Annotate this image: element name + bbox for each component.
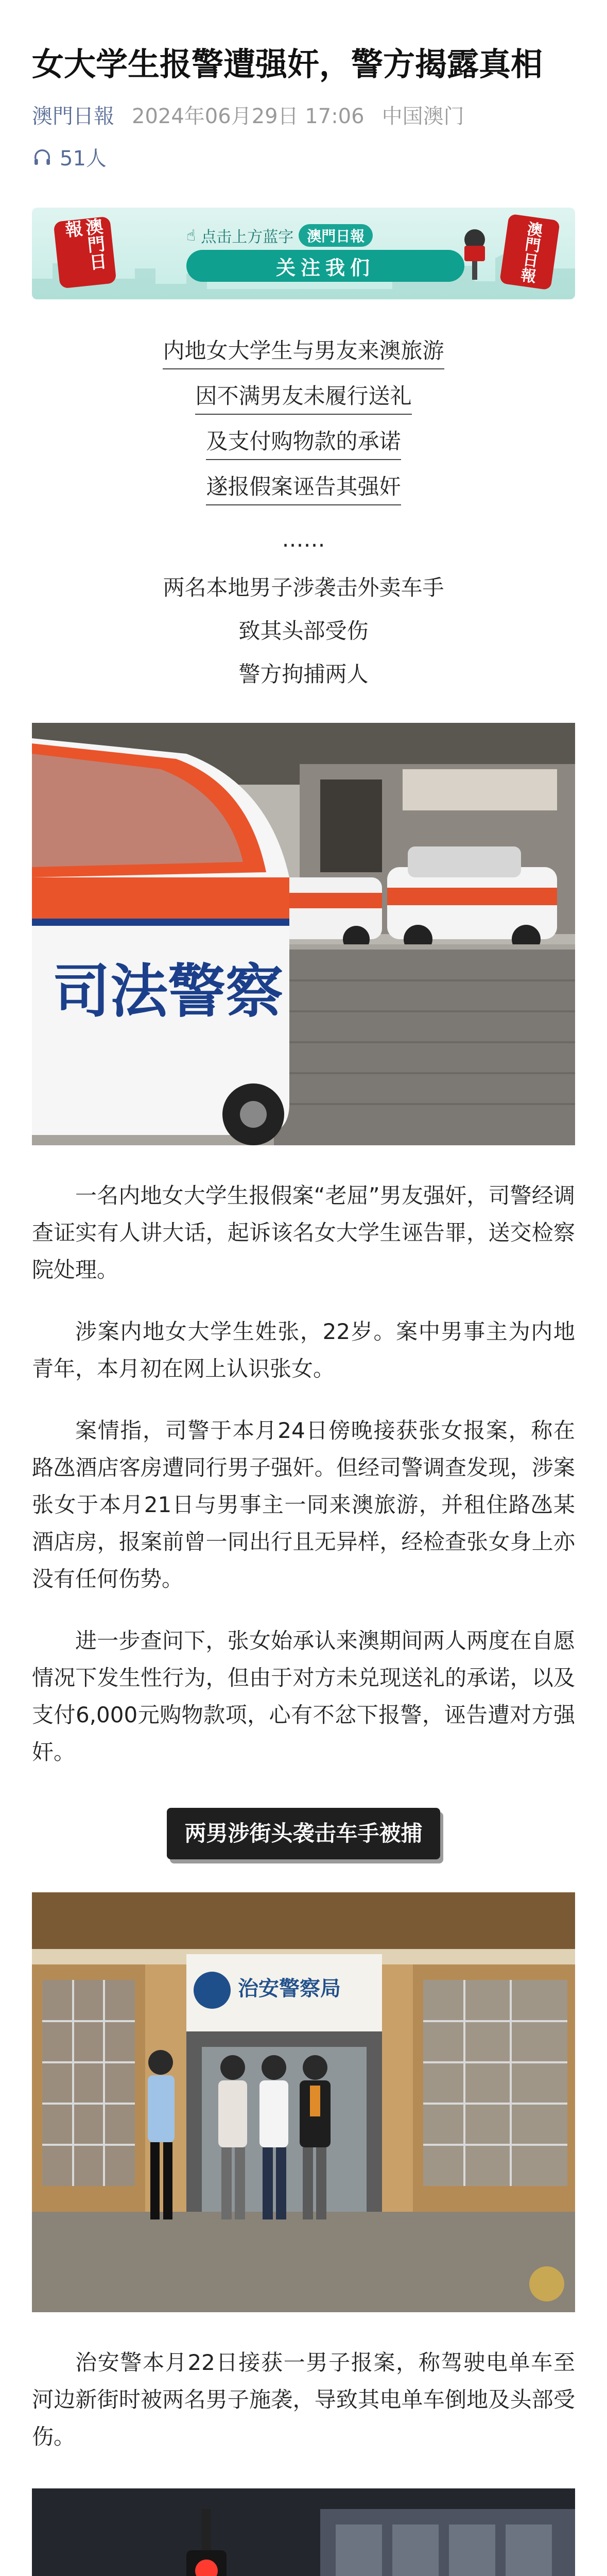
publish-location: 中国澳门: [381, 105, 464, 128]
body-paragraph: 涉案内地女大学生姓张，22岁。案中男事主为内地青年，本月初在网上认识张女。: [32, 1319, 575, 1381]
brand-logo-right: [499, 214, 560, 291]
brand-logo-left-text: 澳門日報: [61, 217, 108, 272]
brand-logo-right-text: 澳門日報: [516, 220, 544, 284]
body-paragraph: 案情指，司警于本月24日傍晚接获张女报案，称在路氹酒店客房遭同行男子强奸。但经司警调查发现，涉案张女于本月21日与男事主一同来澳旅游，并租住路氹某酒店房，报案前曾一同出行且无异样，经检查张女身上亦没有任何伤势。: [32, 1418, 575, 1591]
account-name-link[interactable]: 澳門日報: [32, 105, 114, 128]
summary-block: [32, 324, 575, 690]
summary-ellipsis: ……: [282, 527, 325, 552]
section-heading-wrap: [32, 1808, 575, 1859]
follow-hint-brand: 澳門日報: [299, 224, 373, 247]
follow-hint-text: 点击上方蓝字: [201, 228, 294, 246]
body-paragraph: 进一步查问下，张女始承认来澳期间两人两度在自愿情况下发生性行为，但由于对方未兑现送礼的承诺，以及支付6,000元购物款项，心有不忿下报警，诬告遭对方强奸。: [32, 1628, 575, 1765]
body-paragraph: 治安警本月22日接获一男子报案，称驾驶电单车至河边新街时被两名男子施袭，导致其电单车倒地及头部受伤。: [32, 2350, 575, 2449]
station-sign-text: 治安警察局: [238, 1977, 341, 2001]
summary-line: 因不满男友未履行送礼: [195, 381, 411, 415]
section-heading: 两男涉街头袭击车手被捕: [167, 1808, 440, 1859]
police-car-photo[interactable]: [32, 723, 575, 1145]
headphones-icon: [32, 147, 53, 167]
summary-line: 两名本地男子涉袭击外卖车手: [163, 575, 444, 600]
body-paragraph: 一名内地女大学生报假案“老屈”男友强奸，司警经调查证实有人讲大话，起诉该名女大学生诬告罪，送交检察院处理。: [32, 1183, 575, 1282]
summary-line: 内地女大学生与男友来澳旅游: [163, 335, 444, 369]
article-title: 女大学生报警遭强奸，警方揭露真相: [32, 45, 543, 83]
listen-count-text: 51人: [60, 147, 107, 171]
follow-hint: [186, 224, 373, 247]
follow-button[interactable]: 关注我们: [186, 250, 464, 282]
police-station-photo[interactable]: [32, 1892, 575, 2312]
summary-line: 警方拘捕两人: [238, 662, 369, 687]
article-meta: [32, 102, 575, 131]
summary-line: 及支付购物款的承诺: [206, 426, 401, 460]
summary-line: 遂报假案诬告其强奸: [206, 471, 401, 505]
listen-count[interactable]: [32, 142, 575, 172]
pointer-icon: ☝: [186, 226, 196, 245]
summary-line: 致其头部受伤: [238, 618, 369, 643]
brand-logo-left: [54, 216, 117, 289]
publish-date: 2024年06月29日 17:06: [132, 105, 365, 128]
follow-banner[interactable]: [32, 208, 575, 299]
street-scene-photo[interactable]: [32, 2488, 575, 2576]
police-car-text: 司法警察: [53, 958, 283, 1025]
microphone-icon: [452, 225, 498, 282]
